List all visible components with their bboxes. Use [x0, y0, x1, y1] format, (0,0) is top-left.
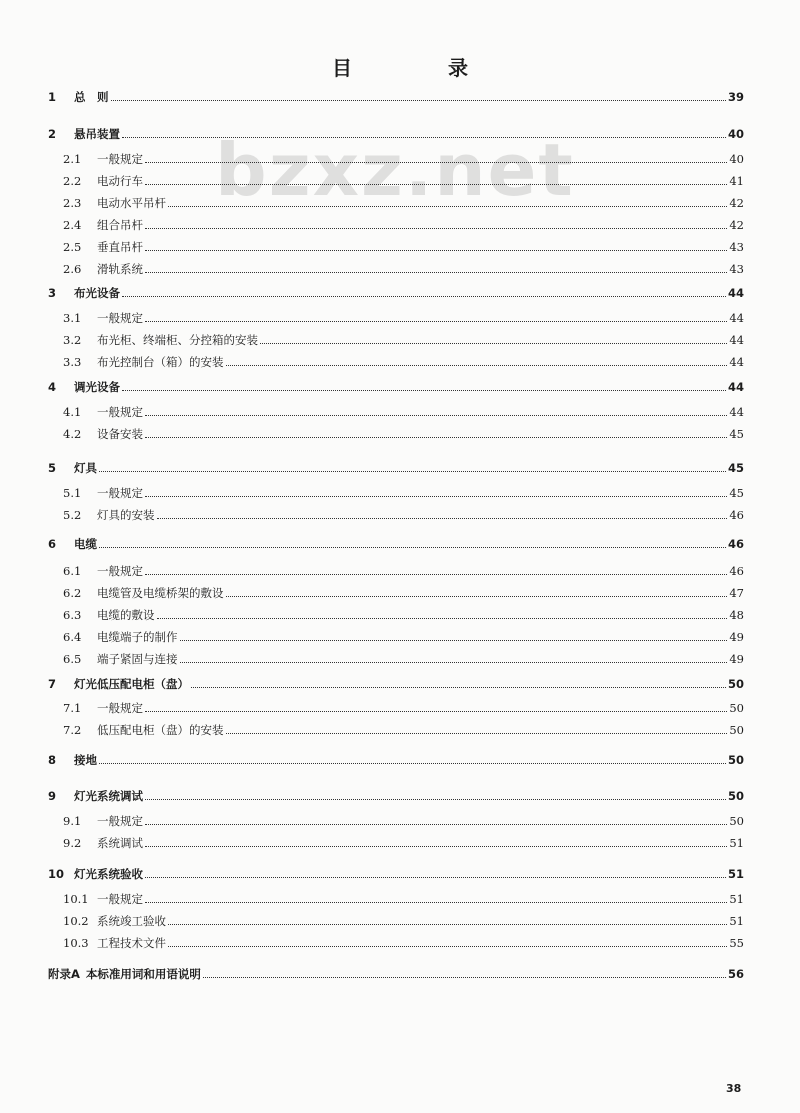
dot-leader [145, 272, 727, 273]
entry-page-number: 42 [729, 196, 744, 210]
entry-page-number: 56 [727, 967, 744, 981]
entry-title: 布光柜、终端柜、分控箱的安装 [97, 333, 258, 347]
entry-title: 一般规定 [97, 486, 143, 500]
dot-leader [99, 471, 726, 472]
entry-title: 一般规定 [97, 814, 143, 828]
entry-title: 电缆的敷设 [97, 608, 155, 622]
entry-number: 9.1 [63, 814, 82, 828]
entry-number: 1 [48, 90, 57, 104]
entry-title: 一般规定 [97, 564, 143, 578]
entry-page-number: 46 [727, 537, 744, 551]
toc-chapter-entry [0, 785, 800, 803]
entry-title: 灯具 [74, 461, 97, 475]
entry-title: 系统调试 [97, 836, 143, 850]
entry-number: 5.2 [63, 508, 82, 522]
entry-number: 6.1 [63, 564, 82, 578]
dot-leader [145, 711, 727, 712]
toc-section-entry [0, 258, 800, 276]
entry-title: 接地 [74, 753, 97, 767]
dot-leader [168, 924, 727, 925]
toc-section-entry [0, 236, 800, 254]
entry-page-number: 50 [727, 789, 744, 803]
entry-title: 工程技术文件 [97, 936, 166, 950]
entry-number: 6.4 [63, 630, 82, 644]
entry-title: 本标准用词和用语说明 [85, 967, 201, 981]
page-number: 38 [726, 1082, 742, 1095]
toc-section-entry [0, 832, 800, 850]
entry-page-number: 50 [729, 701, 744, 715]
entry-number: 7.1 [63, 701, 82, 715]
dot-leader [260, 343, 727, 344]
entry-page-number: 43 [729, 240, 744, 254]
entry-title: 组合吊杆 [97, 218, 143, 232]
entry-number: 10 [48, 867, 65, 881]
entry-page-number: 45 [727, 461, 744, 475]
entry-number: 4 [48, 380, 57, 394]
entry-page-number: 45 [729, 427, 744, 441]
page-title: 目 录 [332, 56, 506, 80]
entry-title: 布光设备 [74, 286, 120, 300]
entry-title: 总 则 [74, 90, 109, 104]
entry-number: 2 [48, 127, 57, 141]
dot-leader [122, 390, 726, 391]
entry-page-number: 45 [729, 486, 744, 500]
entry-number: 2.4 [63, 218, 82, 232]
dot-leader [168, 206, 727, 207]
dot-leader [180, 640, 728, 641]
dot-leader [99, 547, 726, 548]
entry-page-number: 50 [727, 753, 744, 767]
toc-section-entry [0, 604, 800, 622]
toc-section-entry [0, 626, 800, 644]
entry-title: 一般规定 [97, 405, 143, 419]
entry-title: 滑轨系统 [97, 262, 143, 276]
entry-number: 5 [48, 461, 57, 475]
dot-leader [145, 162, 727, 163]
dot-leader [145, 415, 727, 416]
entry-page-number: 49 [729, 652, 744, 666]
entry-page-number: 44 [727, 380, 744, 394]
toc-section-entry [0, 582, 800, 600]
dot-leader [145, 846, 727, 847]
entry-title: 灯光系统调试 [74, 789, 143, 803]
toc-section-entry [0, 482, 800, 500]
entry-page-number: 48 [729, 608, 744, 622]
toc-section-entry [0, 560, 800, 578]
toc-section-entry [0, 504, 800, 522]
entry-number: 2.1 [63, 152, 82, 166]
toc-section-entry [0, 423, 800, 441]
entry-title: 电缆 [74, 537, 97, 551]
entry-title: 悬吊装置 [74, 127, 120, 141]
entry-page-number: 46 [729, 508, 744, 522]
entry-page-number: 43 [729, 262, 744, 276]
entry-page-number: 47 [729, 586, 744, 600]
entry-title: 系统竣工验收 [97, 914, 166, 928]
entry-page-number: 46 [729, 564, 744, 578]
toc-section-entry [0, 307, 800, 325]
entry-number: 7.2 [63, 723, 82, 737]
entry-page-number: 44 [729, 405, 744, 419]
entry-number: 9.2 [63, 836, 82, 850]
toc-section-entry [0, 192, 800, 210]
toc-section-entry [0, 401, 800, 419]
dot-leader [168, 946, 727, 947]
entry-title: 垂直吊杆 [97, 240, 143, 254]
entry-title: 设备安装 [97, 427, 143, 441]
toc-chapter-entry [0, 86, 800, 104]
entry-title: 灯光系统验收 [74, 867, 143, 881]
entry-number: 6.5 [63, 652, 82, 666]
dot-leader [111, 100, 726, 101]
toc-section-entry [0, 214, 800, 232]
dot-leader [145, 184, 727, 185]
entry-page-number: 42 [729, 218, 744, 232]
entry-number: 2.5 [63, 240, 82, 254]
entry-number: 10.2 [63, 914, 89, 928]
entry-title: 低压配电柜（盘）的安装 [97, 723, 224, 737]
entry-title: 调光设备 [74, 380, 120, 394]
entry-page-number: 51 [729, 914, 744, 928]
entry-page-number: 51 [727, 867, 744, 881]
toc-chapter-entry [0, 533, 800, 551]
toc-chapter-entry [0, 123, 800, 141]
dot-leader [145, 902, 727, 903]
toc-section-entry [0, 648, 800, 666]
entry-number: 2.6 [63, 262, 82, 276]
entry-page-number: 44 [727, 286, 744, 300]
dot-leader [122, 296, 726, 297]
toc-chapter-entry [0, 749, 800, 767]
toc-section-entry [0, 888, 800, 906]
entry-number: 3.1 [63, 311, 82, 325]
entry-number: 3.3 [63, 355, 82, 369]
entry-number: 附录A [48, 967, 80, 981]
dot-leader [145, 824, 727, 825]
entry-title: 布光控制台（箱）的安装 [97, 355, 224, 369]
entry-page-number: 50 [729, 814, 744, 828]
entry-page-number: 44 [729, 311, 744, 325]
entry-page-number: 44 [729, 355, 744, 369]
entry-number: 5.1 [63, 486, 82, 500]
entry-title: 灯光低压配电柜（盘） [74, 677, 189, 691]
dot-leader [226, 596, 728, 597]
entry-number: 10.1 [63, 892, 89, 906]
dot-leader [122, 137, 726, 138]
entry-title: 电动行车 [97, 174, 143, 188]
entry-number: 6.2 [63, 586, 82, 600]
entry-number: 10.3 [63, 936, 89, 950]
entry-page-number: 40 [727, 127, 744, 141]
entry-title: 一般规定 [97, 892, 143, 906]
dot-leader [145, 799, 726, 800]
dot-leader [145, 496, 727, 497]
toc-chapter-entry [0, 863, 800, 881]
entry-title: 端子紧固与连接 [97, 652, 178, 666]
dot-leader [145, 437, 727, 438]
toc-section-entry [0, 910, 800, 928]
entry-title: 电缆端子的制作 [97, 630, 178, 644]
entry-title: 一般规定 [97, 152, 143, 166]
dot-leader [180, 662, 728, 663]
entry-title: 一般规定 [97, 701, 143, 715]
toc-chapter-entry [0, 673, 800, 691]
entry-number: 2.3 [63, 196, 82, 210]
entry-title: 电动水平吊杆 [97, 196, 166, 210]
entry-page-number: 49 [729, 630, 744, 644]
dot-leader [145, 877, 726, 878]
dot-leader [99, 763, 726, 764]
dot-leader [226, 733, 728, 734]
entry-number: 2.2 [63, 174, 82, 188]
entry-page-number: 41 [729, 174, 744, 188]
toc-section-entry [0, 932, 800, 950]
entry-number: 6 [48, 537, 57, 551]
entry-number: 4.1 [63, 405, 82, 419]
entry-number: 6.3 [63, 608, 82, 622]
entry-page-number: 50 [727, 677, 744, 691]
watermark: bzxz.net [215, 128, 575, 212]
toc-chapter-entry [0, 457, 800, 475]
dot-leader [145, 228, 727, 229]
entry-number: 9 [48, 789, 57, 803]
entry-page-number: 40 [729, 152, 744, 166]
entry-number: 3.2 [63, 333, 82, 347]
entry-page-number: 44 [729, 333, 744, 347]
toc-chapter-entry [0, 963, 800, 981]
toc-section-entry [0, 170, 800, 188]
dot-leader [157, 518, 728, 519]
entry-page-number: 55 [729, 936, 744, 950]
dot-leader [157, 618, 728, 619]
entry-page-number: 51 [729, 836, 744, 850]
entry-title: 灯具的安装 [97, 508, 155, 522]
dot-leader [145, 574, 727, 575]
entry-title: 一般规定 [97, 311, 143, 325]
entry-number: 3 [48, 286, 57, 300]
entry-page-number: 39 [727, 90, 744, 104]
entry-number: 4.2 [63, 427, 82, 441]
toc-section-entry [0, 148, 800, 166]
dot-leader [145, 250, 727, 251]
entry-number: 8 [48, 753, 57, 767]
dot-leader [191, 687, 726, 688]
dot-leader [226, 365, 728, 366]
toc-section-entry [0, 810, 800, 828]
toc-section-entry [0, 719, 800, 737]
entry-number: 7 [48, 677, 57, 691]
toc-section-entry [0, 697, 800, 715]
toc-chapter-entry [0, 376, 800, 394]
toc-section-entry [0, 351, 800, 369]
entry-page-number: 50 [729, 723, 744, 737]
entry-page-number: 51 [729, 892, 744, 906]
toc-chapter-entry [0, 282, 800, 300]
dot-leader [145, 321, 727, 322]
dot-leader [203, 977, 726, 978]
toc-section-entry [0, 329, 800, 347]
entry-title: 电缆管及电缆桥架的敷设 [97, 586, 224, 600]
